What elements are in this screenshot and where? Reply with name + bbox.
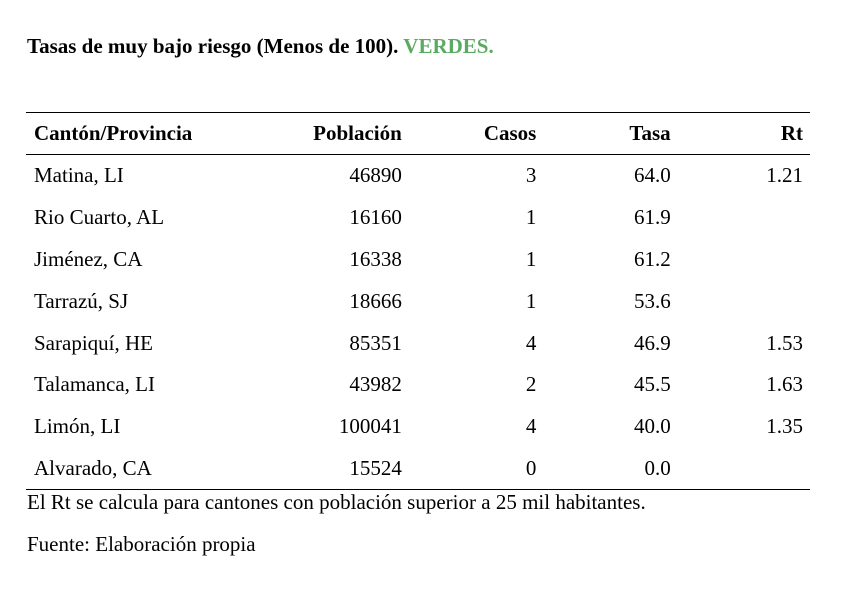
table-row bbox=[26, 364, 810, 406]
cell-rt bbox=[671, 239, 810, 281]
cell-canton: Alvarado, CA bbox=[34, 455, 152, 480]
cell-tasa: 0.0 bbox=[644, 455, 671, 480]
cell-casos: 1 bbox=[525, 288, 537, 313]
cell-tasa: 53.6 bbox=[633, 288, 671, 313]
cell-tasa: 61.2 bbox=[633, 246, 671, 271]
cell-canton: Tarrazú, SJ bbox=[34, 288, 129, 313]
cell-poblacion: 46890 bbox=[349, 163, 402, 188]
cell-tasa: 40.0 bbox=[633, 414, 671, 439]
cell-casos: 1 bbox=[525, 246, 537, 271]
table-row bbox=[26, 197, 810, 239]
cell-casos: 0 bbox=[525, 455, 537, 480]
source-note: Fuente: Elaboración propia bbox=[27, 532, 256, 556]
cell-rt: 1.53 bbox=[766, 330, 803, 355]
header-rt: Rt bbox=[780, 121, 803, 145]
table-row bbox=[26, 239, 810, 281]
cell-casos: 4 bbox=[525, 330, 537, 355]
table-row bbox=[26, 155, 810, 197]
header-canton: Cantón/Provincia bbox=[34, 121, 193, 145]
table-row bbox=[26, 322, 810, 364]
cell-rt bbox=[671, 280, 810, 322]
header-casos: Casos bbox=[483, 121, 537, 145]
cell-poblacion: 15524 bbox=[349, 455, 402, 480]
cell-rt bbox=[671, 197, 810, 239]
cell-tasa: 64.0 bbox=[633, 163, 671, 188]
cell-poblacion: 16338 bbox=[349, 246, 402, 271]
table-row bbox=[26, 406, 810, 448]
header-tasa: Tasa bbox=[629, 121, 671, 145]
cell-casos: 4 bbox=[525, 414, 537, 439]
cell-rt: 1.21 bbox=[766, 163, 803, 188]
table-row bbox=[26, 280, 810, 322]
cell-poblacion: 16160 bbox=[349, 205, 402, 230]
cell-rt bbox=[671, 448, 810, 490]
rates-table bbox=[26, 112, 810, 490]
cell-canton: Limón, LI bbox=[34, 414, 121, 439]
cell-tasa: 45.5 bbox=[633, 372, 671, 397]
table-title bbox=[27, 34, 494, 59]
cell-poblacion: 100041 bbox=[338, 414, 402, 439]
table-row bbox=[26, 448, 810, 490]
table-body bbox=[26, 155, 810, 490]
cell-casos: 3 bbox=[525, 163, 537, 188]
rates-table-container bbox=[26, 112, 810, 490]
cell-canton: Rio Cuarto, AL bbox=[34, 205, 165, 230]
cell-canton: Jiménez, CA bbox=[34, 246, 143, 271]
cell-poblacion: 85351 bbox=[349, 330, 402, 355]
cell-casos: 2 bbox=[525, 372, 537, 397]
cell-tasa: 46.9 bbox=[633, 330, 671, 355]
title-text: Tasas de muy bajo riesgo (Menos de 100). bbox=[27, 34, 399, 58]
cell-casos: 1 bbox=[525, 205, 537, 230]
cell-canton: Talamanca, LI bbox=[34, 372, 155, 397]
cell-canton: Matina, LI bbox=[34, 163, 124, 188]
cell-canton: Sarapiquí, HE bbox=[34, 330, 153, 355]
cell-poblacion: 18666 bbox=[349, 288, 402, 313]
cell-poblacion: 43982 bbox=[349, 372, 402, 397]
title-highlight: VERDES. bbox=[403, 34, 494, 58]
header-poblacion: Población bbox=[313, 121, 402, 145]
table-header-row bbox=[26, 113, 810, 155]
footnote: El Rt se calcula para cantones con población superior a 25 mil habitantes. bbox=[27, 490, 646, 514]
cell-rt: 1.63 bbox=[766, 372, 803, 397]
cell-rt: 1.35 bbox=[766, 414, 803, 439]
cell-tasa: 61.9 bbox=[633, 205, 671, 230]
